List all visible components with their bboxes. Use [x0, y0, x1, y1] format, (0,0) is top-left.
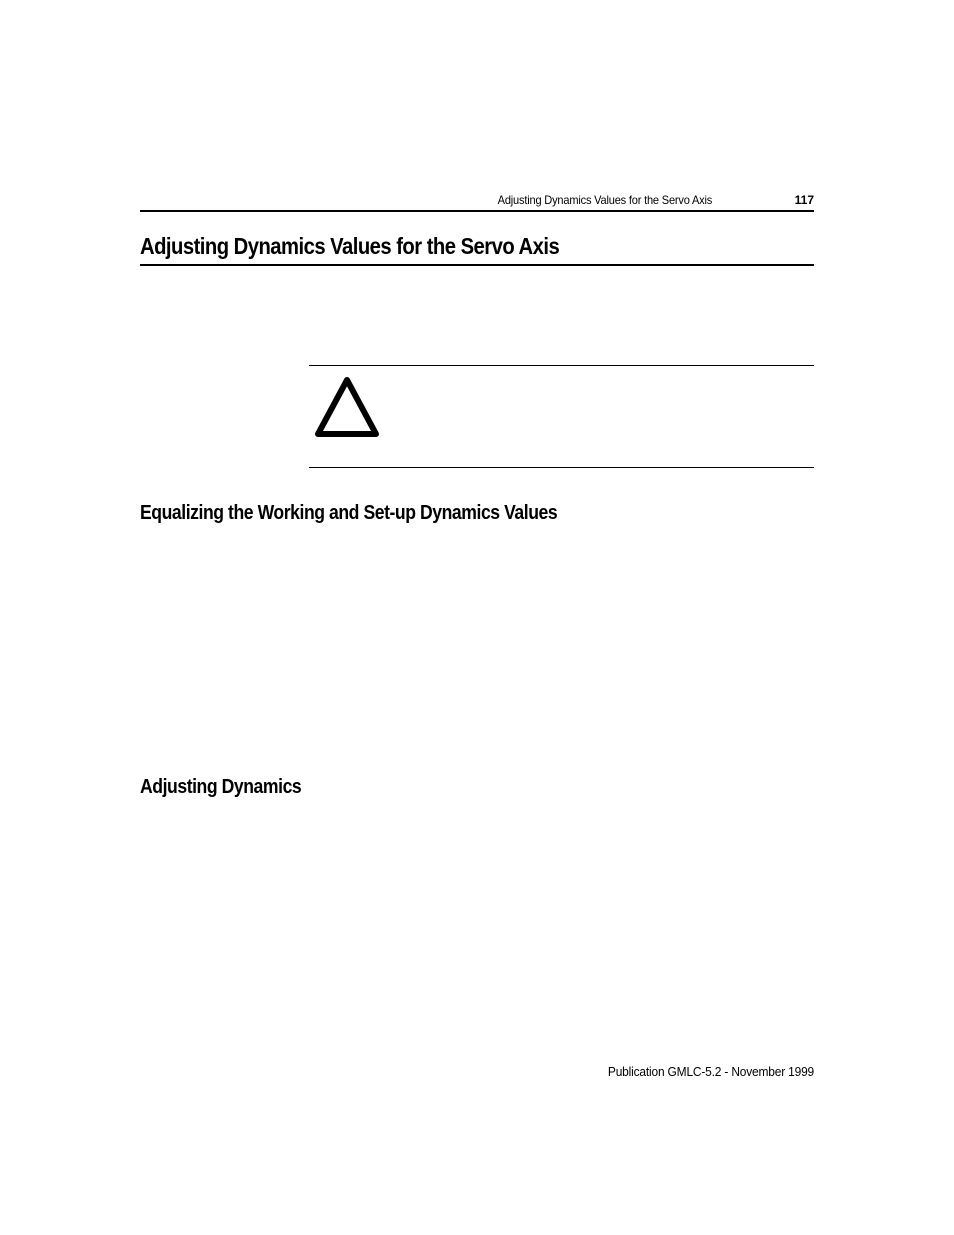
header-rule	[140, 210, 814, 212]
section-heading-equalizing: Equalizing the Working and Set-up Dynamics Values	[140, 502, 558, 524]
caution-top-rule	[309, 365, 814, 366]
section-heading-adjusting-dynamics: Adjusting Dynamics	[140, 776, 302, 798]
warning-triangle-icon	[312, 373, 382, 441]
chapter-title: Adjusting Dynamics Values for the Servo Axis	[140, 233, 560, 259]
page-number: 117	[794, 193, 814, 207]
running-title: Adjusting Dynamics Values for the Servo Axis	[497, 193, 712, 207]
title-rule	[140, 264, 814, 266]
publication-footer: Publication GMLC-5.2 - November 1999	[607, 1064, 814, 1079]
caution-bottom-rule	[309, 467, 814, 468]
running-header	[140, 192, 814, 212]
